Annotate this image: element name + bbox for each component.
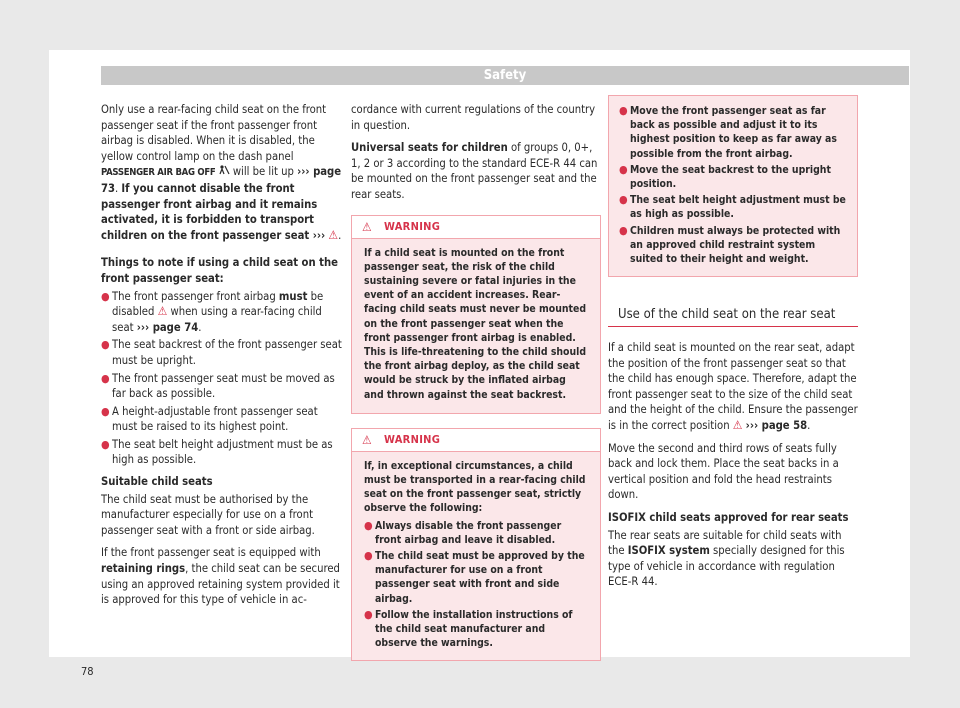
list-item <box>101 371 345 402</box>
column-right-body <box>608 340 858 597</box>
list-item <box>101 404 345 435</box>
paragraph-rear-seat <box>608 340 858 434</box>
list-item <box>101 337 345 368</box>
text: . <box>807 418 811 432</box>
text: Move the front passenger seat as far back as possible and adjust it to its highest position to keep as far away as possible from the front airbag. <box>630 105 837 160</box>
bullet-icon: ● <box>364 607 373 621</box>
warning-continuation-box <box>608 95 858 277</box>
warning-triangle-icon[interactable]: ⚠ <box>157 304 168 319</box>
list-item <box>101 289 345 336</box>
page-number: 78 <box>81 665 94 678</box>
bold-warning-text: If you cannot disable the front passenger front airbag and it remains activated, it is forbidden to transport children on the front passenger seat ››› <box>101 181 326 242</box>
warning-box <box>351 215 601 414</box>
text: , the child seat can be secured using an approved retaining system provided it is approved for this type of vehicle in ac- <box>101 562 340 607</box>
text: Only use a rear-facing child seat on the front passenger seat if the front passenger front airbag is disabled. When it is disabled, the yellow control lamp on the dash panel <box>101 103 327 163</box>
manual-page <box>49 50 910 678</box>
warning-text: If a child seat is mounted on the front passenger seat, the risk of the child sustaining severe or fatal injuries in the event of an accident increases. Rear-facing child seats must never be mounted on the front passenger seat when the front passenger front airbag is enabled. This is life-threatening to the child should the front airbag deploy, as the child seat would be struck by the inflated airbag and thrown against the seat backrest. <box>364 246 587 401</box>
warning-title: WARNING <box>384 219 441 233</box>
bullet-icon: ● <box>619 104 628 117</box>
warning-triangle-icon[interactable]: ⚠ <box>732 417 743 432</box>
page-reference-link[interactable]: ››› page 58 <box>745 418 808 432</box>
bullet-icon: ● <box>364 518 373 532</box>
section-header: Safety <box>101 66 909 85</box>
paragraph-seat-rows: Move the second and third rows of seats fully back and lock them. Place the seat backs in a vertical position and fold the head restraints down. <box>608 441 839 502</box>
text: retaining rings <box>101 562 186 576</box>
text: specially designed for this type of vehicle in accordance with regulation ECE-R 44. <box>608 544 845 589</box>
bullet-icon: ● <box>101 338 110 352</box>
list-item <box>364 519 588 547</box>
text: ISOFIX system <box>627 544 710 558</box>
airbag-off-lamp-label: PASSENGER AIR BAG OFF <box>101 167 216 179</box>
bullet-icon: ● <box>101 404 110 418</box>
warning-triangle-icon[interactable]: ⚠ <box>328 227 339 242</box>
list-item <box>101 437 345 468</box>
text: will be lit up <box>232 165 298 179</box>
text: Children must always be protected with an approved child restraint system suited to their height and weight. <box>630 224 841 266</box>
list-item <box>619 193 847 221</box>
text: The child seat must be approved by the manufacturer for use on a front passenger seat with front and side airbag. <box>375 550 585 605</box>
paragraph-suitable: The child seat must be authorised by the manufacturer especially for use on a front passenger seat with a front or side airbag. <box>101 492 315 537</box>
bullet-icon: ● <box>101 437 110 451</box>
bullet-icon: ● <box>101 371 110 385</box>
bullet-icon: ● <box>101 289 110 303</box>
text: If the front passenger seat is equipped with <box>101 546 321 560</box>
text: be disabled <box>112 289 324 319</box>
bullet-icon: ● <box>619 223 628 237</box>
suitable-heading: Suitable child seats <box>101 475 213 489</box>
warning-triangle-icon: ⚠ <box>362 432 372 447</box>
text: If a child seat is mounted on the rear seat, adapt the position of the front passenger seat so that the child has enough space. Therefore, adapt the front passenger seat to the size of the child seat and the height of the child. Ensure the passenger is in the correct position <box>608 341 858 432</box>
text: The rear seats are suitable for child seats with the <box>608 528 842 558</box>
list-item <box>619 163 847 191</box>
text: . <box>115 181 119 195</box>
paragraph-isofix <box>608 528 858 590</box>
section-title: Use of the child seat on the rear seat <box>608 299 858 327</box>
things-heading: Things to note if using a child seat on the front passenger seat: <box>101 256 338 285</box>
warning-body <box>352 239 600 413</box>
warning-text: If, in exceptional circumstances, a child must be transported in a rear-facing child seat on the front passenger seat, strictly observe the following: <box>364 459 586 515</box>
list-item <box>619 104 847 161</box>
paragraph-universal <box>351 140 601 202</box>
bullet-icon: ● <box>364 549 373 563</box>
text: The seat belt height adjustment must be as high as possible. <box>112 437 333 467</box>
warning-header <box>352 429 600 452</box>
text: Move the seat backrest to the upright position. <box>630 163 831 191</box>
page-reference-link[interactable]: ››› page 74 <box>136 320 199 334</box>
column-left <box>101 102 345 615</box>
bullet-icon: ● <box>619 193 628 207</box>
text: Universal seats for children <box>351 141 508 155</box>
isofix-heading: ISOFIX child seats approved for rear seats <box>608 510 849 524</box>
list-item <box>364 549 588 606</box>
text: The seat backrest of the front passenger seat must be upright. <box>112 338 342 367</box>
warning-body <box>352 452 600 661</box>
list-item <box>364 608 588 651</box>
bullet-icon: ● <box>619 162 628 176</box>
text: Always disable the front passenger front airbag and leave it disabled. <box>375 519 562 546</box>
text: The front passenger seat must be moved as far back as possible. <box>112 371 335 401</box>
paragraph-continued: cordance with current regulations of the country in question. <box>351 103 596 132</box>
text: The seat belt height adjustment must be as high as possible. <box>630 194 846 221</box>
warning-box <box>351 428 601 662</box>
paragraph-retaining-rings <box>101 545 345 607</box>
airbag-off-icon <box>219 165 233 178</box>
column-middle <box>351 102 601 661</box>
paragraph-airbag-intro: Only use a rear-facing child seat on the front passenger seat if the front passenger front airbag is disabled. When it is disabled, the yellow control lamp on the dash panel PASSENGER AIR BAG OFF will be lit up ››› page 73. If you cannot disable the front passenger front airbag and it remains activated, it is forbidden to transport children on the front passenger seat ››› ⚠. <box>101 103 342 242</box>
text: when using a rear-facing child seat <box>112 305 322 334</box>
warning-title: WARNING <box>384 432 441 446</box>
list-item <box>619 224 847 267</box>
text: A height-adjustable front passenger seat must be raised to its highest point. <box>112 404 318 434</box>
text: of groups 0, 0+, 1, 2 or 3 according to the standard ECE-R 44 can be mounted on the front passenger seat and the rear seats. <box>351 141 598 201</box>
page-reference-link[interactable]: ››› page 73 <box>101 165 342 195</box>
text: . <box>198 320 202 334</box>
text: Follow the installation instructions of the child seat manufacturer and observe the warnings. <box>375 608 573 650</box>
text: The front passenger front airbag <box>112 289 279 303</box>
text: must <box>278 289 308 303</box>
warning-triangle-icon: ⚠ <box>362 219 372 234</box>
column-right <box>608 95 858 277</box>
warning-header <box>352 216 600 239</box>
